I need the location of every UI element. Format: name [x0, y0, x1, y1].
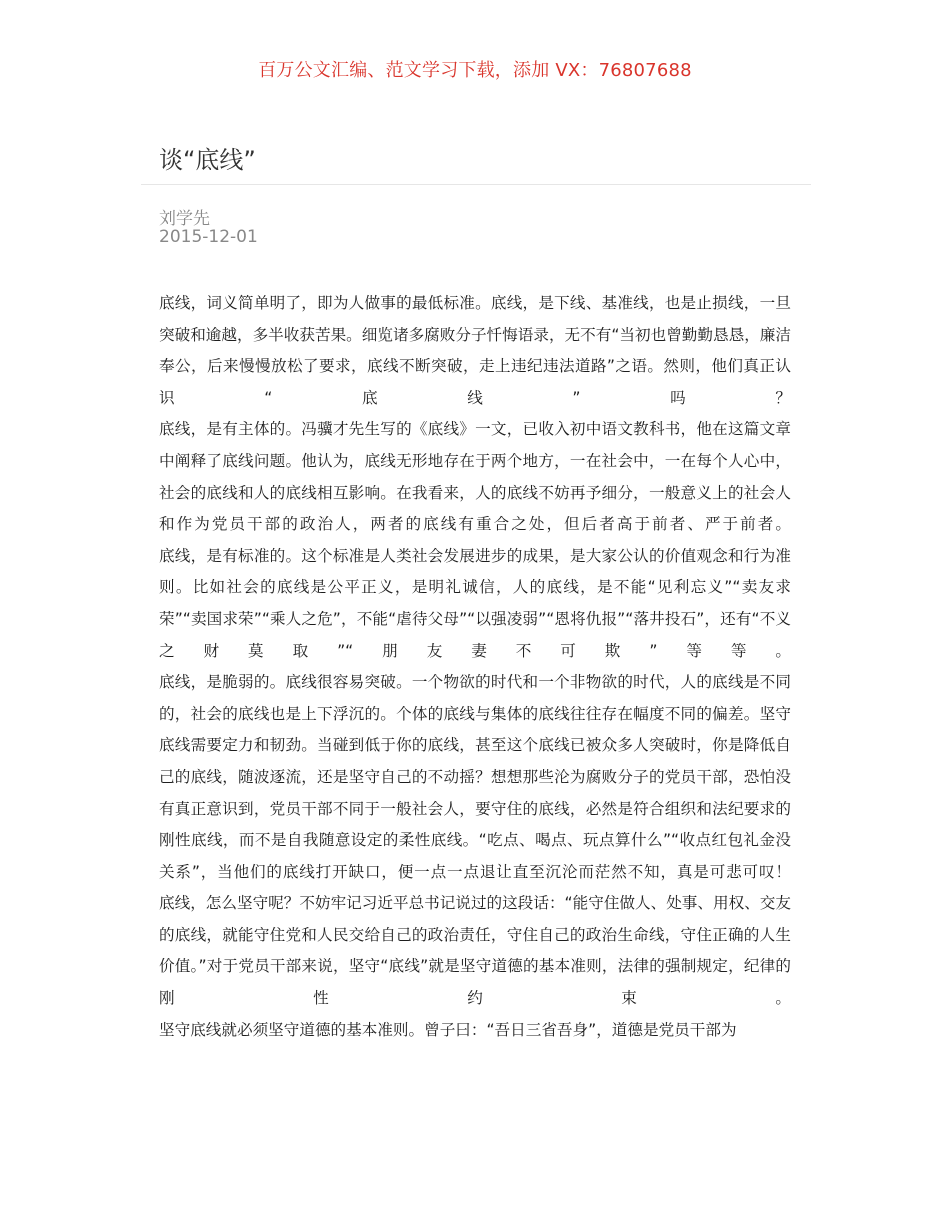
paragraph-6: 坚守底线就必须坚守道德的基本准则。曾子曰：“吾日三省吾身”，道德是党员干部为: [159, 1020, 737, 1039]
title-divider: [141, 184, 811, 185]
article-title: 谈“底线”: [159, 146, 256, 174]
article-body: [159, 288, 791, 1046]
paragraph-1: 底线，词义简单明了，即为人做事的最低标准。底线，是下线、基准线，也是止损线，一旦突破和逾越，多半收获苦果。细览诸多腐败分子忏悔语录，无不有“当初也曾勤勤恳恳，廉洁奉公，后来慢慢放松了要求，底线不断突破，走上违纪违法道路”之语。然则，他们真正认识“底线”吗？: [159, 294, 791, 407]
promo-banner: 百万公文汇编、范文学习下载，添加 VX：76807688: [258, 60, 692, 81]
article-author: 刘学先: [159, 209, 210, 229]
paragraph-3: 底线，是有标准的。这个标准是人类社会发展进步的成果，是大家公认的价值观念和行为准则。比如社会的底线是公平正义，是明礼诚信，人的底线，是不能“见利忘义”“卖友求荣”“卖国求荣”“乘人之危”，不能“虐待父母”“以强凌弱”“恩将仇报”“落井投石”，还有“不义之财莫取”“朋友妻不可欺”等等。: [159, 546, 791, 660]
paragraph-5: 底线，怎么坚守呢？不妨牢记习近平总书记说过的这段话：“能守住做人、处事、用权、交友的底线，就能守住党和人民交给自己的政治责任，守住自己的政治生命线，守住正确的人生价值。”对于党员干部来说，坚守“底线”就是坚守道德的基本准则，法律的强制规定，纪律的刚性约束。: [159, 894, 791, 1008]
paragraph-4: 底线，是脆弱的。底线很容易突破。一个物欲的时代和一个非物欲的时代，人的底线是不同的，社会的底线也是上下浮沉的。个体的底线与集体的底线往往存在幅度不同的偏差。坚守底线需要定力和韧劲。当碰到低于你的底线，甚至这个底线已被众多人突破时，你是降低自己的底线，随波逐流，还是坚守自己的不动摇？想想那些沦为腐败分子的党员干部，恐怕没有真正意识到，党员干部不同于一般社会人，要守住的底线，必然是符合组织和法纪要求的刚性底线，而不是自我随意设定的柔性底线。“吃点、喝点、玩点算什么”“收点红包礼金没关系”，当他们的底线打开缺口，便一点一点退让直至沉沦而茫然不知，真是可悲可叹！: [159, 673, 791, 881]
paragraph-2: 底线，是有主体的。冯骥才先生写的《底线》一文，已收入初中语文教科书，他在这篇文章中阐释了底线问题。他认为，底线无形地存在于两个地方，一在社会中，一在每个人心中，社会的底线和人的底线相互影响。在我看来，人的底线不妨再予细分，一般意义上的社会人和作为党员干部的政治人，两者的底线有重合之处，但后者高于前者、严于前者。: [159, 420, 791, 534]
article-date: 2015-12-01: [159, 227, 258, 247]
